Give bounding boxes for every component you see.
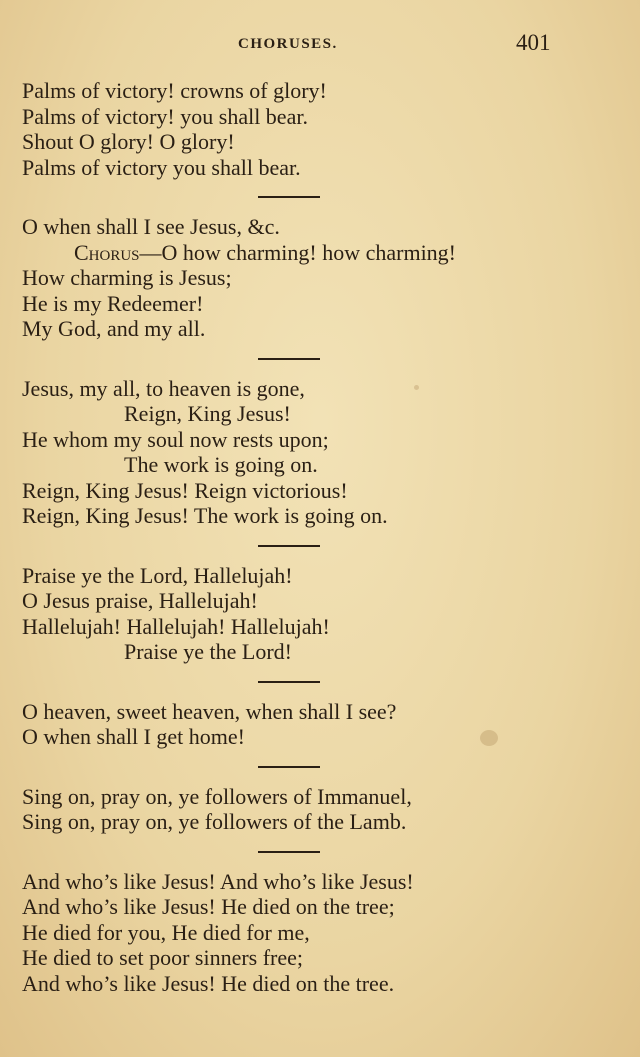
page-number: 401 (516, 30, 551, 55)
page-body (22, 78, 622, 996)
verse-line: Praise ye the Lord! (124, 639, 292, 664)
separator (22, 180, 622, 214)
verse-line: He died for you, He died for me, (22, 919, 310, 945)
separator (22, 835, 622, 869)
verse-line: Palms of victory! crowns of glory! (22, 78, 327, 103)
verse-line: He died to set poor sinners free; (22, 945, 304, 970)
verse-line: Shout O glory! O glory! (22, 129, 235, 154)
verse-line: He whom my soul now rests upon; (22, 426, 329, 452)
separator-rule (258, 358, 320, 360)
verse-line: And who’s like Jesus! He died on the tree. (22, 970, 395, 996)
chorus-label: Chorus (74, 239, 140, 265)
verse-line: O when shall I get home! (22, 724, 245, 749)
separator-rule (258, 851, 320, 853)
verse-line: Palms of victory! you shall bear. (22, 103, 308, 129)
paper-stain (480, 730, 498, 746)
verse-line: Reign, King Jesus! The work is going on. (22, 503, 388, 528)
verse-line: Reign, King Jesus! Reign victorious! (22, 477, 348, 503)
verse-line: Palms of victory you shall bear. (22, 154, 301, 180)
verse-line: Jesus, my all, to heaven is gone, (22, 375, 305, 401)
running-head: CHORUSES. (238, 36, 338, 52)
stanza-3 (22, 376, 622, 529)
separator (22, 665, 622, 699)
verse-line: Hallelujah! Hallelujah! Hallelujah! (22, 613, 330, 639)
verse-line: O Jesus praise, Hallelujah! (22, 588, 258, 613)
verse-line: Sing on, pray on, ye followers of the Lamb. (22, 809, 407, 834)
chorus-text: —O how charming! how charming! (139, 239, 457, 265)
separator-rule (258, 545, 320, 547)
paper-stain (414, 385, 419, 390)
separator-rule (258, 681, 320, 683)
verse-line: Reign, King Jesus! (124, 401, 291, 426)
verse-line: How charming is Jesus; (22, 265, 232, 290)
stanza-6 (22, 784, 622, 835)
separator (22, 750, 622, 784)
stanza-1 (22, 78, 622, 180)
stanza-7 (22, 869, 622, 997)
separator-rule (258, 766, 320, 768)
verse-line: O heaven, sweet heaven, when shall I see? (22, 698, 397, 724)
stanza-2 (22, 214, 622, 342)
separator-rule (258, 196, 320, 198)
verse-line: The work is going on. (124, 452, 318, 477)
verse-line: And who’s like Jesus! He died on the tree; (22, 894, 395, 919)
verse-line: Sing on, pray on, ye followers of Immanuel, (22, 783, 412, 809)
verse-line: O when shall I see Jesus, &c. (22, 214, 280, 239)
verse-line: He is my Redeemer! (22, 290, 204, 316)
stanza-5 (22, 699, 622, 750)
stanza-4 (22, 563, 622, 665)
verse-line: My God, and my all. (22, 316, 206, 341)
separator (22, 529, 622, 563)
chorus-line (22, 240, 622, 266)
verse-line: And who’s like Jesus! And who’s like Jesus! (22, 868, 414, 894)
page-header (0, 30, 640, 60)
verse-line: Praise ye the Lord, Hallelujah! (22, 562, 293, 588)
separator (22, 342, 622, 376)
